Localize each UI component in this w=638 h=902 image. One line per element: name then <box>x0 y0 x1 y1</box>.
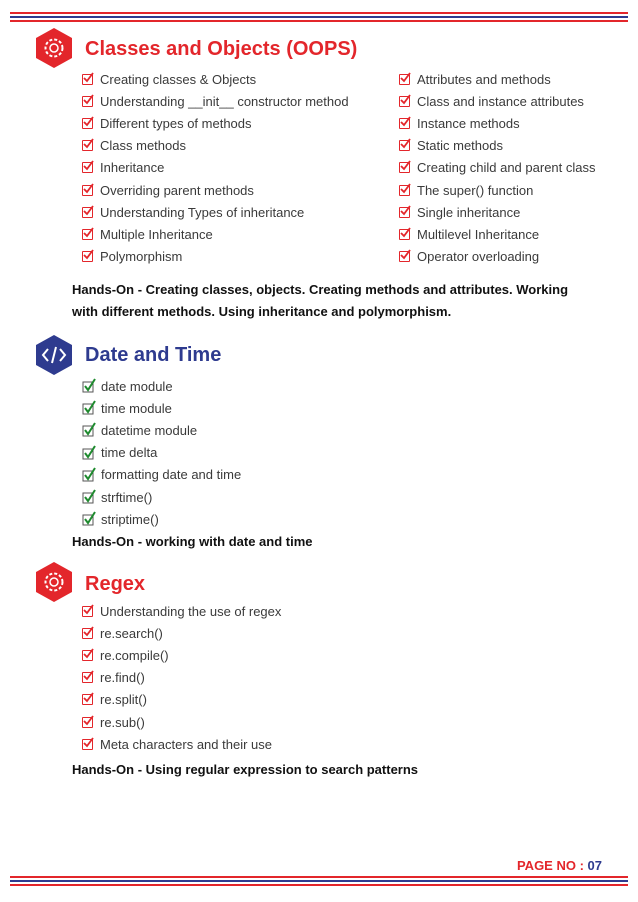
checkbox-icon <box>82 162 93 173</box>
checkbox-icon <box>82 672 93 683</box>
list-item-label: Overriding parent methods <box>100 182 254 198</box>
list-item <box>399 92 584 110</box>
list-item-label: Inheritance <box>100 160 165 176</box>
gear-icon <box>36 28 72 68</box>
list-item <box>399 203 520 221</box>
list-item <box>399 225 539 243</box>
page-number-value: 07 <box>587 858 602 873</box>
checkbox-icon <box>82 717 93 728</box>
checkbox-icon <box>399 229 410 240</box>
checkbox-icon <box>399 140 410 151</box>
list-item-label: The super() function <box>417 182 534 198</box>
section-title-regex: Regex <box>85 573 146 595</box>
checkbox-icon <box>399 185 410 196</box>
list-item <box>399 159 596 177</box>
list-item <box>82 225 213 243</box>
list-item-label: Multilevel Inheritance <box>417 226 540 242</box>
list-item-label: Meta characters and their use <box>100 736 272 752</box>
list-item <box>82 203 304 221</box>
list-item-label: Creating child and parent class <box>417 160 596 176</box>
section-title-oops: Classes and Objects (OOPS) <box>85 38 358 60</box>
list-item-label: Attributes and methods <box>417 71 551 87</box>
checkbox-icon <box>82 606 93 617</box>
checkbox-icon <box>399 251 410 262</box>
list-item <box>82 248 182 266</box>
list-item <box>399 70 551 88</box>
checkbox-icon <box>82 650 93 661</box>
list-item <box>82 510 159 528</box>
list-item <box>82 669 145 687</box>
section-title-date-time: Date and Time <box>85 344 222 366</box>
list-item <box>82 646 169 664</box>
checkbox-icon <box>399 96 410 107</box>
checkmark-icon <box>82 402 94 414</box>
list-item-label: Understanding Types of inheritance <box>100 204 305 220</box>
bottom-rule <box>10 876 628 888</box>
list-item <box>82 691 147 709</box>
hands-on-regex: Hands-On - Using regular expression to search patterns <box>72 762 419 777</box>
checkmark-icon <box>82 424 94 436</box>
list-item-label: datetime module <box>101 422 198 438</box>
list-item-label: time module <box>101 400 172 416</box>
list-item-label: re.sub() <box>100 714 145 730</box>
list-item-label: striptime() <box>101 511 159 527</box>
top-rule <box>10 12 628 24</box>
checkbox-icon <box>399 74 410 85</box>
hands-on-date-time: Hands-On - working with date and time <box>72 534 313 549</box>
list-item-label: Class and instance attributes <box>417 93 584 109</box>
list-item <box>82 70 256 88</box>
checkbox-icon <box>82 739 93 750</box>
list-item <box>82 735 272 753</box>
checkmark-icon <box>82 491 94 503</box>
checkbox-icon <box>82 628 93 639</box>
gear-icon <box>36 562 72 602</box>
checkbox-icon <box>399 162 410 173</box>
list-item <box>82 466 241 484</box>
list-item-label: Operator overloading <box>417 249 540 265</box>
list-item <box>82 92 349 110</box>
checkbox-icon <box>82 251 93 262</box>
list-item <box>82 181 254 199</box>
list-item-label: Different types of methods <box>100 115 252 131</box>
list-item-label: strftime() <box>101 489 153 505</box>
list-item <box>82 444 157 462</box>
checkbox-icon <box>82 694 93 705</box>
checkbox-icon <box>82 96 93 107</box>
list-item-label: re.split() <box>100 692 147 708</box>
list-item <box>399 248 539 266</box>
list-item-label: formatting date and time <box>101 467 242 483</box>
code-icon <box>36 335 72 375</box>
list-item-label: time delta <box>101 445 158 461</box>
page-label: PAGE NO : <box>516 858 584 873</box>
list-item-label: Understanding the use of regex <box>100 603 282 619</box>
list-item-label: Polymorphism <box>100 249 183 265</box>
checkbox-icon <box>82 118 93 129</box>
checkmark-icon <box>82 513 94 525</box>
list-item <box>399 137 503 155</box>
list-item-label: re.compile() <box>100 647 169 663</box>
list-item-label: Creating classes & Objects <box>100 71 257 87</box>
list-item <box>399 181 533 199</box>
checkbox-icon <box>399 118 410 129</box>
list-item-label: re.search() <box>100 625 163 641</box>
page-number <box>517 858 602 873</box>
list-item-label: Class methods <box>100 138 186 154</box>
list-item-label: Static methods <box>417 138 503 154</box>
list-item <box>82 399 172 417</box>
hands-on-oops: Hands-On - Creating classes, objects. Creating methods and attributes. Working with different methods. Using inheritance and polymorphism. <box>72 282 569 319</box>
list-item <box>82 159 164 177</box>
checkbox-icon <box>82 140 93 151</box>
list-item <box>82 137 186 155</box>
list-item <box>399 114 520 132</box>
list-item-label: date module <box>101 378 173 394</box>
checkbox-icon <box>399 207 410 218</box>
checkbox-icon <box>82 185 93 196</box>
list-item <box>82 377 173 395</box>
checkmark-icon <box>82 447 94 459</box>
list-item-label: Instance methods <box>417 115 520 131</box>
list-item-label: Single inheritance <box>417 204 521 220</box>
list-item <box>82 421 197 439</box>
list-item-label: Understanding __init__ constructor method <box>100 93 349 109</box>
checkbox-icon <box>82 229 93 240</box>
checkmark-icon <box>82 380 94 392</box>
list-item <box>82 114 252 132</box>
list-item <box>82 602 281 620</box>
checkbox-icon <box>82 74 93 85</box>
list-item <box>82 624 163 642</box>
checkmark-icon <box>82 469 94 481</box>
list-item-label: Multiple Inheritance <box>100 226 213 242</box>
list-item-label: re.find() <box>100 670 145 686</box>
list-item <box>82 713 145 731</box>
list-item <box>82 488 152 506</box>
checkbox-icon <box>82 207 93 218</box>
